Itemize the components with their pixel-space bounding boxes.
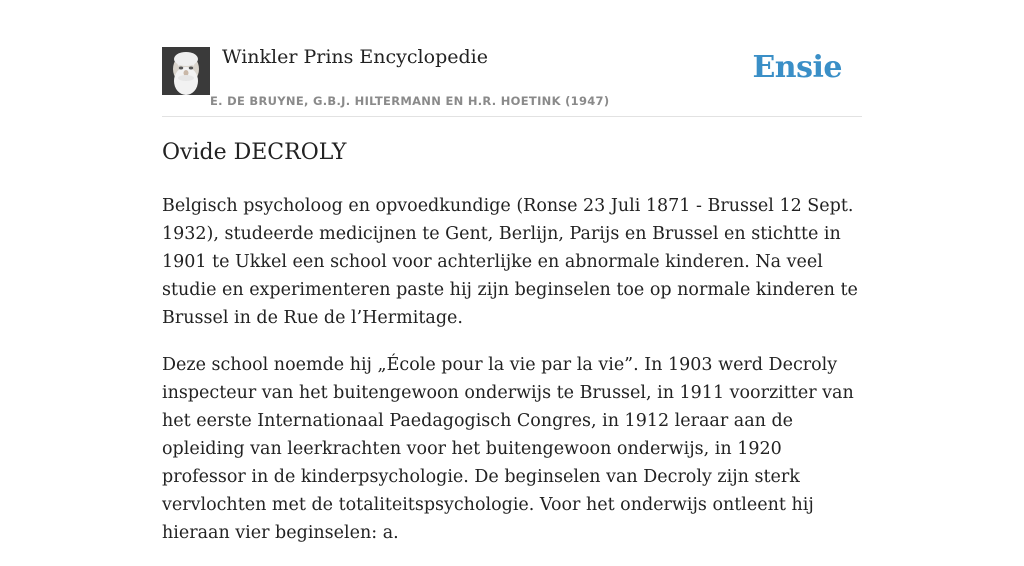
site-title[interactable]: Winkler Prins Encyclopedie <box>222 46 488 68</box>
page-container <box>162 0 862 543</box>
article-body <box>162 192 862 566</box>
article-paragraph: Deze school noemde hij „École pour la vie par la vie”. In 1903 werd Decroly inspecteur van het buitengewoon onderwijs te Brussel, in 1911 voorzitter van het eerste Internationaal Paedagogisch Congres, in 1912 leraar aan de opleiding van leerkrachten voor het buitengewoon onderwijs, in 1920 professor in de kinderpsychologie. De beginselen van Decroly zijn sterk vervlochten met de totaliteitspsychologie. Voor het onderwijs ontleent hij hieraan vier beginselen: a. <box>162 355 854 543</box>
bearded-man-portrait-icon <box>162 47 210 95</box>
article-paragraph: Belgisch psycholoog en opvoedkundige (Ronse 23 Juli 1871 - Brussel 12 Sept. 1932), studeerde medicijnen te Gent, Berlijn, Parijs en Brussel en stichtte in 1901 te Ukkel een school voor achterlijke en abnormale kinderen. Na veel studie en experimenteren paste hij zijn beginselen toe op normale kinderen te Brussel in de Rue de l’Hermitage. <box>162 196 858 328</box>
source-authors: E. DE BRUYNE, G.B.J. HILTERMANN EN H.R. HOETINK (1947) <box>210 94 610 108</box>
site-header <box>162 0 862 117</box>
author-portrait-avatar <box>162 47 210 95</box>
article-title: Ovide DECROLY <box>162 140 347 165</box>
ensie-logo-link[interactable]: Ensie <box>752 50 842 85</box>
